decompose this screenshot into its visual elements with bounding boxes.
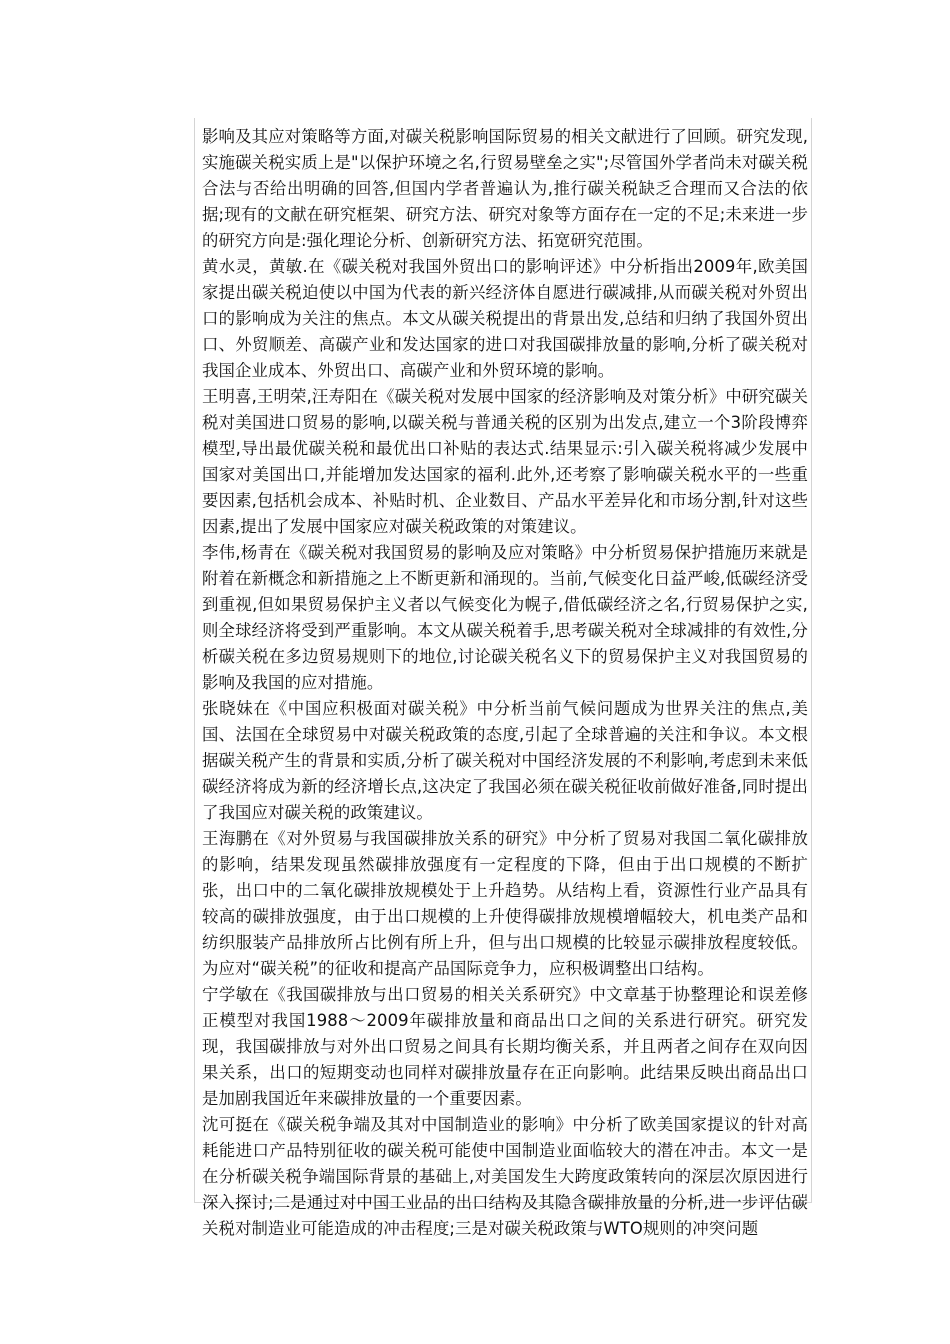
paragraph: 宁学敏在《我国碳排放与出口贸易的相关关系研究》中文章基于协整理论和误差修正模型对我国1988～2009年碳排放量和商品出口之间的关系进行研究。研究发现，我国碳排放与对外出口贸易之间具有长期均衡关系，并且两者之间存在双向因果关系，出口的短期变动也同样对碳排放量存在正向影响。此结果反映出商品出口是加剧我国近年来碳排放量的一个重要因素。 bbox=[202, 985, 808, 1108]
paragraph: 李伟,杨青在《碳关税对我国贸易的影响及应对策略》中分析贸易保护措施历来就是附着在新概念和新措施之上不断更新和涌现的。当前,气候变化日益严峻,低碳经济受到重视,但如果贸易保护主义者以气候变化为幌子,借低碳经济之名,行贸易保护之实,则全球经济将受到严重影响。本文从碳关税着手,思考碳关税对全球减排的有效性,分析碳关税在多边贸易规则下的地位,讨论碳关税名义下的贸易保护主义对我国贸易的影响及我国的应对措施。 bbox=[202, 543, 808, 692]
paragraph: 张晓妹在《中国应积极面对碳关税》中分析当前气候问题成为世界关注的焦点,美国、法国在全球贸易中对碳关税政策的态度,引起了全球普遍的关注和争议。本文根据碳关税产生的背景和实质,分析了碳关税对中国经济发展的不利影响,考虑到未来低碳经济将成为新的经济增长点,这决定了我国必须在碳关税征收前做好准备,同时提出了我国应对碳关税的政策建议。 bbox=[202, 699, 808, 822]
document-body bbox=[202, 124, 808, 1238]
paragraph: 影响及其应对策略等方面,对碳关税影响国际贸易的相关文献进行了回顾。研究发现,实施碳关税实质上是"以保护环境之名,行贸易壁垒之实";尽管国外学者尚未对碳关税合法与否给出明确的回答,但国内学者普遍认为,推行碳关税缺乏合理而又合法的依据;现有的文献在研究框架、研究方法、研究对象等方面存在一定的不足;未来进一步的研究方向是:强化理论分析、创新研究方法、拓宽研究范围。 bbox=[202, 127, 808, 250]
paragraph: 王海鹏在《对外贸易与我国碳排放关系的研究》中分析了贸易对我国二氧化碳排放的影响，结果发现虽然碳排放强度有一定程度的下降，但由于出口规模的不断扩张，出口中的二氧化碳排放规模处于上升趋势。从结构上看，资源性行业产品具有较高的碳排放强度，由于出口规模的上升使得碳排放规模增幅较大，机电类产品和纺织服装产品排放所占比例有所上升，但与出口规模的比较显示碳排放程度较低。为应对“碳关税”的征收和提高产品国际竞争力，应积极调整出口结构。 bbox=[202, 829, 808, 978]
paragraph: 沈可挺在《碳关税争端及其对中国制造业的影响》中分析了欧美国家提议的针对高耗能进口产品特别征收的碳关税可能使中国制造业面临较大的潜在冲击。本文一是在分析碳关税争端国际背景的基础上,对美国发生大跨度政策转向的深层次原因进行深入探讨;二是通过对中国工业品的出口结构及其隐含碳排放量的分析,进一步评估碳关税对制造业可能造成的冲击程度;三是对碳关税政策与WTO规则的冲突问题 bbox=[202, 1115, 808, 1238]
paragraph: 黄水灵，黄敏.在《碳关税对我国外贸出口的影响评述》中分析指出2009年,欧美国家提出碳关税迫使以中国为代表的新兴经济体自愿进行碳减排,从而碳关税对外贸出口的影响成为关注的焦点。本文从碳关税提出的背景出发,总结和归纳了我国外贸出口、外贸顺差、高碳产业和发达国家的进口对我国碳排放量的影响,分析了碳关税对我国企业成本、外贸出口、高碳产业和外贸环境的影响。 bbox=[202, 257, 808, 380]
paragraph: 王明喜,王明荣,汪寿阳在《碳关税对发展中国家的经济影响及对策分析》中研究碳关税对美国进口贸易的影响,以碳关税与普通关税的区别为出发点,建立一个3阶段博弈模型,导出最优碳关税和最优出口补贴的表达式.结果显示:引入碳关税将减少发展中国家对美国出口,并能增加发达国家的福利.此外,还考察了影响碳关税水平的一些重要因素,包括机会成本、补贴时机、企业数目、产品水平差异化和市场分割,针对这些因素,提出了发展中国家应对碳关税政策的对策建议。 bbox=[202, 387, 808, 536]
